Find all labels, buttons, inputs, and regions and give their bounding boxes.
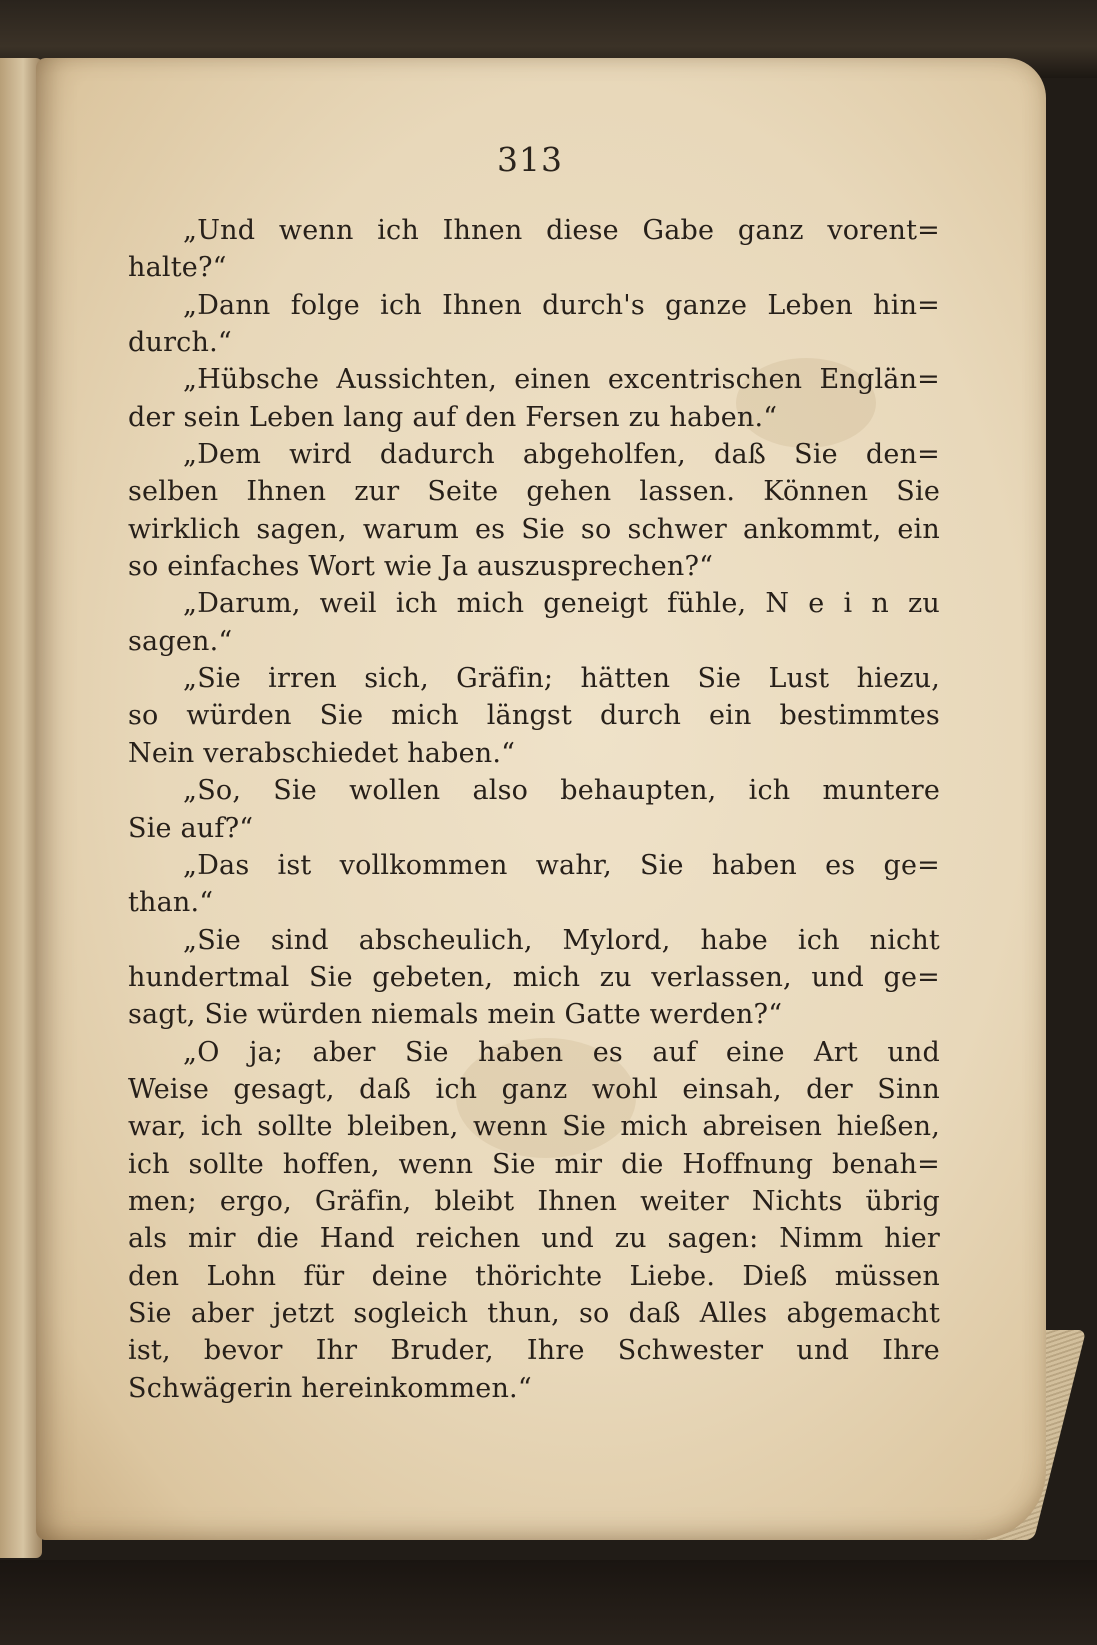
text-line: ist, bevor Ihr Bruder, Ihre Schwester und Ihre [128,1335,940,1367]
page-text [128,212,940,1407]
text-line: Sie aber jetzt sogleich thun, so daß Alles abgemacht [128,1297,940,1329]
text-line: Sie auf?“ [128,812,254,844]
text-line: „Sie irren sich, Gräfin; hätten Sie Lust hiezu, [183,663,940,695]
text-line: „So, Sie wollen also behaupten, ich muntere [183,775,940,807]
text-line: so würden Sie mich längst durch ein bestimmtes [128,700,940,732]
text-line: hundertmal Sie gebeten, mich zu verlassen, und ge= [128,961,940,993]
text-line: „Darum, weil ich mich geneigt fühle, N e i n zu [183,588,940,620]
text-line: „Dem wird dadurch abgeholfen, daß Sie den= [183,439,940,471]
text-line: Schwägerin hereinkommen.“ [128,1372,532,1404]
text-line: selben Ihnen zur Seite gehen lassen. Können Sie [128,476,940,508]
text-line: sagen.“ [128,625,233,657]
text-line: ich sollte hoffen, wenn Sie mir die Hoffnung benah= [128,1148,940,1180]
text-line: than.“ [128,887,214,919]
page-number: 313 [497,140,563,179]
book-cover-bottom [0,1560,1097,1645]
text-line: als mir die Hand reichen und zu sagen: Nimm hier [128,1223,940,1255]
text-line: war, ich sollte bleiben, wenn Sie mich abreisen hießen, [128,1111,940,1143]
text-line: wirklich sagen, warum es Sie so schwer ankommt, ein [128,513,940,545]
text-line: halte?“ [128,252,227,284]
text-line: „Sie sind abscheulich, Mylord, habe ich nicht [183,924,940,956]
text-line: „Und wenn ich Ihnen diese Gabe ganz vorent= [183,215,940,246]
text-line: „Hübsche Aussichten, einen excentrischen Englän= [183,364,940,396]
text-line: durch.“ [128,327,232,359]
text-line: den Lohn für deine thörichte Liebe. Dieß müssen [128,1260,940,1292]
text-line: der sein Leben lang auf den Fersen zu haben.“ [128,401,778,433]
text-line: Weise gesagt, daß ich ganz wohl einsah, der Sinn [128,1073,940,1105]
text-line: so einfaches Wort wie Ja auszusprechen?“ [128,551,714,583]
text-line: Nein verabschiedet haben.“ [128,737,516,769]
text-line: men; ergo, Gräfin, bleibt Ihnen weiter Nichts übrig [128,1185,940,1217]
text-line: „Dann folge ich Ihnen durch's ganze Leben hin= [183,289,940,321]
text-line: „Das ist vollkommen wahr, Sie haben es ge= [183,849,940,881]
text-line: „O ja; aber Sie haben es auf eine Art und [183,1036,940,1068]
text-line: sagt, Sie würden niemals mein Gatte werden?“ [128,999,783,1031]
